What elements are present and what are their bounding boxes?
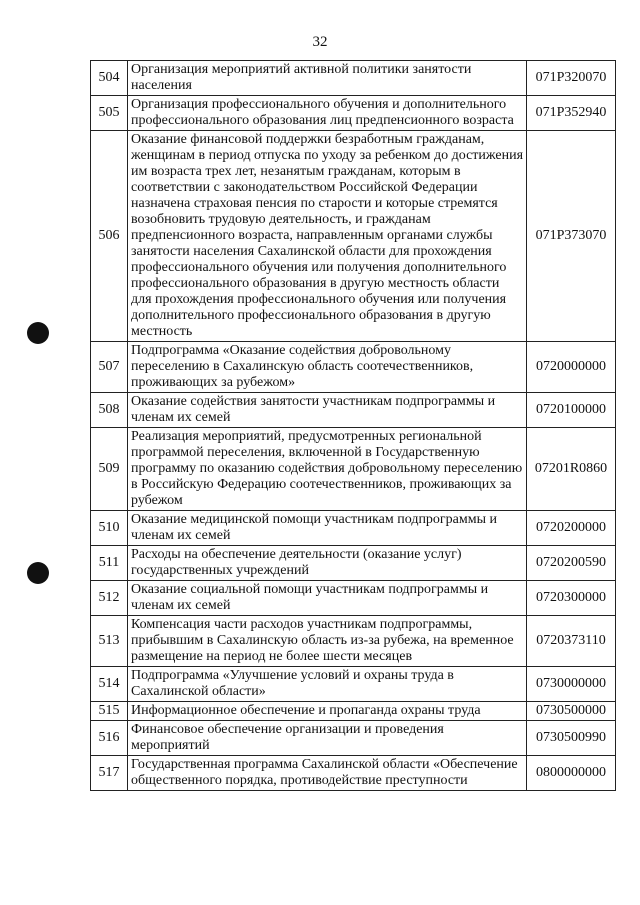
punch-hole-mark — [27, 562, 49, 584]
row-name: Оказание социальной помощи участникам подпрограммы и членам их семей — [128, 581, 527, 616]
row-code: 0720373110 — [527, 616, 616, 667]
row-number: 514 — [91, 667, 128, 702]
punch-hole-mark — [27, 322, 49, 344]
table-row — [91, 667, 616, 702]
table-row — [91, 546, 616, 581]
row-code: 0730000000 — [527, 667, 616, 702]
row-code: 0730500000 — [527, 702, 616, 721]
row-code: 0720200000 — [527, 511, 616, 546]
table-row — [91, 616, 616, 667]
table-row — [91, 96, 616, 131]
row-number: 508 — [91, 393, 128, 428]
row-name: Оказание финансовой поддержки безработным гражданам, женщинам в период отпуска по уходу за ребенком до достижения им возраста трех лет, незанятым гражданам, которым в соответствии с законодательством Российской Федерации назначена страховая пенсия по старости и которые стремятся возобновить трудовую деятельность, и гражданам предпенсионного возраста, направленным органами службы занятости населения Сахалинской области для прохождения профессионального обучения или получения дополнительного профессионального образования в другую местность области для прохождения профессионального обучения или получения дополнительного профессионального образования в другую местность — [128, 131, 527, 342]
row-code: 071P352940 — [527, 96, 616, 131]
table-row — [91, 756, 616, 791]
row-number: 505 — [91, 96, 128, 131]
row-name: Реализация мероприятий, предусмотренных региональной программой переселения, включенной в Государственную программу по оказанию содействия добровольному переселению в Российскую Федерацию соотечественников, проживающих за рубежом — [128, 428, 527, 511]
table-row — [91, 342, 616, 393]
row-number: 512 — [91, 581, 128, 616]
row-code: 0720300000 — [527, 581, 616, 616]
row-name: Оказание содействия занятости участникам подпрограммы и членам их семей — [128, 393, 527, 428]
row-number: 516 — [91, 721, 128, 756]
row-number: 507 — [91, 342, 128, 393]
page-number: 32 — [312, 34, 328, 50]
row-name: Государственная программа Сахалинской области «Обеспечение общественного порядка, противодействие преступности — [128, 756, 527, 791]
row-number: 511 — [91, 546, 128, 581]
row-name: Подпрограмма «Оказание содействия добровольному переселению в Сахалинскую область соотечественников, проживающих за рубежом» — [128, 342, 527, 393]
table-row — [91, 511, 616, 546]
row-code: 07201R0860 — [527, 428, 616, 511]
row-number: 509 — [91, 428, 128, 511]
row-code: 0720000000 — [527, 342, 616, 393]
row-name: Расходы на обеспечение деятельности (оказание услуг) государственных учреждений — [128, 546, 527, 581]
row-code: 071P320070 — [527, 61, 616, 96]
row-code: 0800000000 — [527, 756, 616, 791]
row-code: 071P373070 — [527, 131, 616, 342]
row-name: Компенсация части расходов участникам подпрограммы, прибывшим в Сахалинскую область из-за рубежа, на временное размещение на период не более шести месяцев — [128, 616, 527, 667]
table-row — [91, 61, 616, 96]
table-row — [91, 393, 616, 428]
row-code: 0720200590 — [527, 546, 616, 581]
table-row — [91, 428, 616, 511]
row-number: 515 — [91, 702, 128, 721]
row-name: Оказание медицинской помощи участникам подпрограммы и членам их семей — [128, 511, 527, 546]
row-number: 513 — [91, 616, 128, 667]
row-name: Организация мероприятий активной политики занятости населения — [128, 61, 527, 96]
budget-classification-table — [90, 60, 616, 791]
row-number: 517 — [91, 756, 128, 791]
row-name: Подпрограмма «Улучшение условий и охраны труда в Сахалинской области» — [128, 667, 527, 702]
row-name: Информационное обеспечение и пропаганда охраны труда — [128, 702, 527, 721]
row-name: Организация профессионального обучения и дополнительного профессионального образования лиц предпенсионного возраста — [128, 96, 527, 131]
row-code: 0730500990 — [527, 721, 616, 756]
table-row — [91, 721, 616, 756]
table-body — [91, 61, 616, 791]
table-row — [91, 131, 616, 342]
row-name: Финансовое обеспечение организации и проведения мероприятий — [128, 721, 527, 756]
table-row — [91, 581, 616, 616]
row-number: 506 — [91, 131, 128, 342]
row-number: 510 — [91, 511, 128, 546]
row-number: 504 — [91, 61, 128, 96]
table-row — [91, 702, 616, 721]
row-code: 0720100000 — [527, 393, 616, 428]
